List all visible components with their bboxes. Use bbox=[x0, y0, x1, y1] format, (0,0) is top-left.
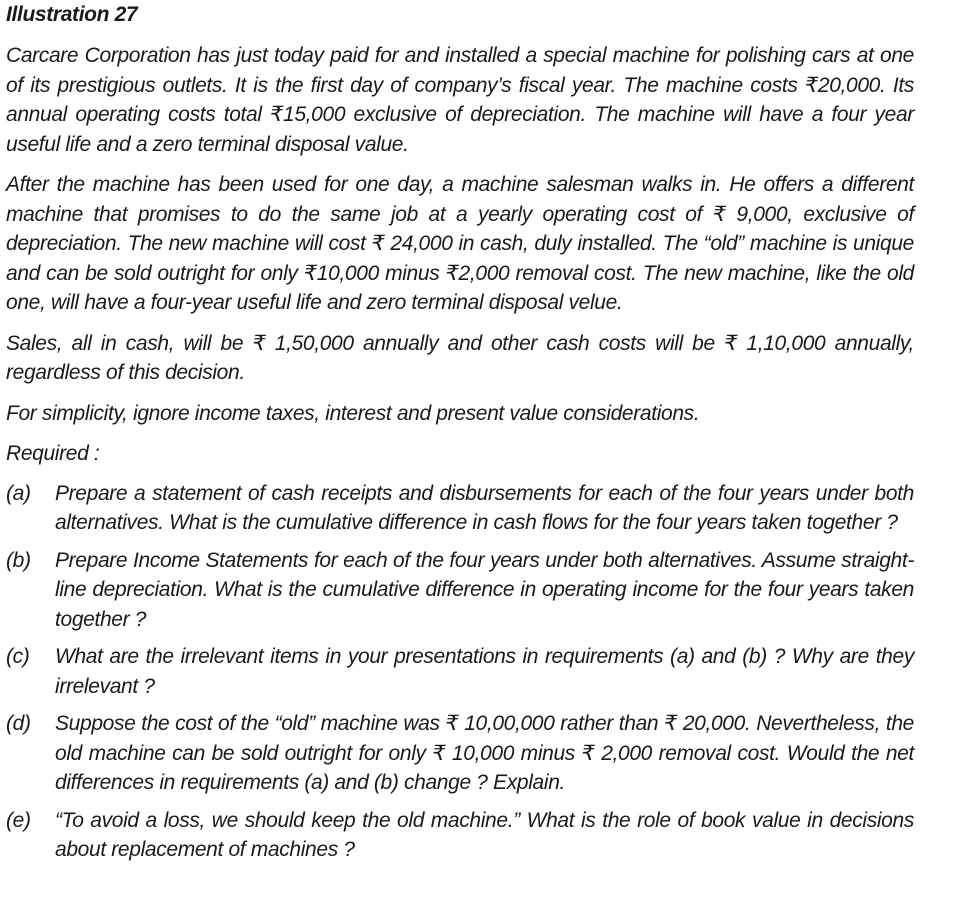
question-label: (c) bbox=[6, 645, 30, 668]
paragraph-sales-costs: Sales, all in cash, will be ₹ 1,50,000 annually and other cash costs will be ₹ 1,10,000 annually, regardless of this decision. bbox=[6, 331, 914, 384]
question-label: (e) bbox=[6, 808, 31, 832]
paragraph-salesman-offer: After the machine has been used for one day, a machine salesman walks in. He offers a different machine that promises to do the same job at a yearly operating cost of ₹ 9,000, exclusive of depreciation. The new machine will cost ₹ 24,000 in cash, duly installed. The “old” machine is unique and can be sold outright for only ₹10,000 minus ₹2,000 removal cost. The new machine, like the old one, will have a four-year useful life and zero terminal disposal velue. bbox=[6, 173, 914, 314]
question-e bbox=[6, 806, 914, 865]
paragraph-machine-description: Carcare Corporation has just today paid for and installed a special machine for polishing cars at one of its prestigious outlets. It is the first day of company’s fiscal year. The machine costs ₹20,000. Its annual operating costs total ₹15,000 exclusive of depreciation. The machine will have a four year useful life and a zero terminal disposal value. bbox=[6, 44, 914, 156]
question-b bbox=[6, 546, 914, 635]
question-d bbox=[6, 709, 914, 798]
question-label: (d) bbox=[6, 712, 31, 735]
illustration-title: Illustration 27 bbox=[6, 3, 138, 26]
question-label: (b) bbox=[6, 548, 31, 572]
question-label: (a) bbox=[6, 481, 31, 505]
question-c bbox=[6, 642, 914, 701]
question-text: Suppose the cost of the “old” machine was ₹ 10,00,000 rather than ₹ 20,000. Nevertheless, the old machine can be sold outright for only ₹ 10,000 minus ₹ 2,000 removal cost. Would the net differences in requirements (a) and (b) change ? Explain. bbox=[55, 712, 914, 794]
paragraph-simplicity-note: For simplicity, ignore income taxes, interest and present value considerations. bbox=[6, 401, 700, 425]
question-a bbox=[6, 479, 914, 538]
question-text: “To avoid a loss, we should keep the old machine.” What is the role of book value in decisions about replacement of machines ? bbox=[55, 808, 914, 861]
question-text: What are the irrelevant items in your presentations in requirements (a) and (b) ? Why are they irrelevant ? bbox=[55, 645, 914, 698]
question-text: Prepare a statement of cash receipts and disbursements for each of the four years under both alternatives. What is the cumulative difference in cash flows for the four years taken together ? bbox=[55, 481, 914, 534]
required-heading: Required : bbox=[6, 442, 100, 465]
question-text: Prepare Income Statements for each of the four years under both alternatives. Assume straight-line depreciation. What is the cumulative difference in operating income for the four years taken together ? bbox=[55, 548, 914, 631]
document-page bbox=[6, 0, 914, 873]
